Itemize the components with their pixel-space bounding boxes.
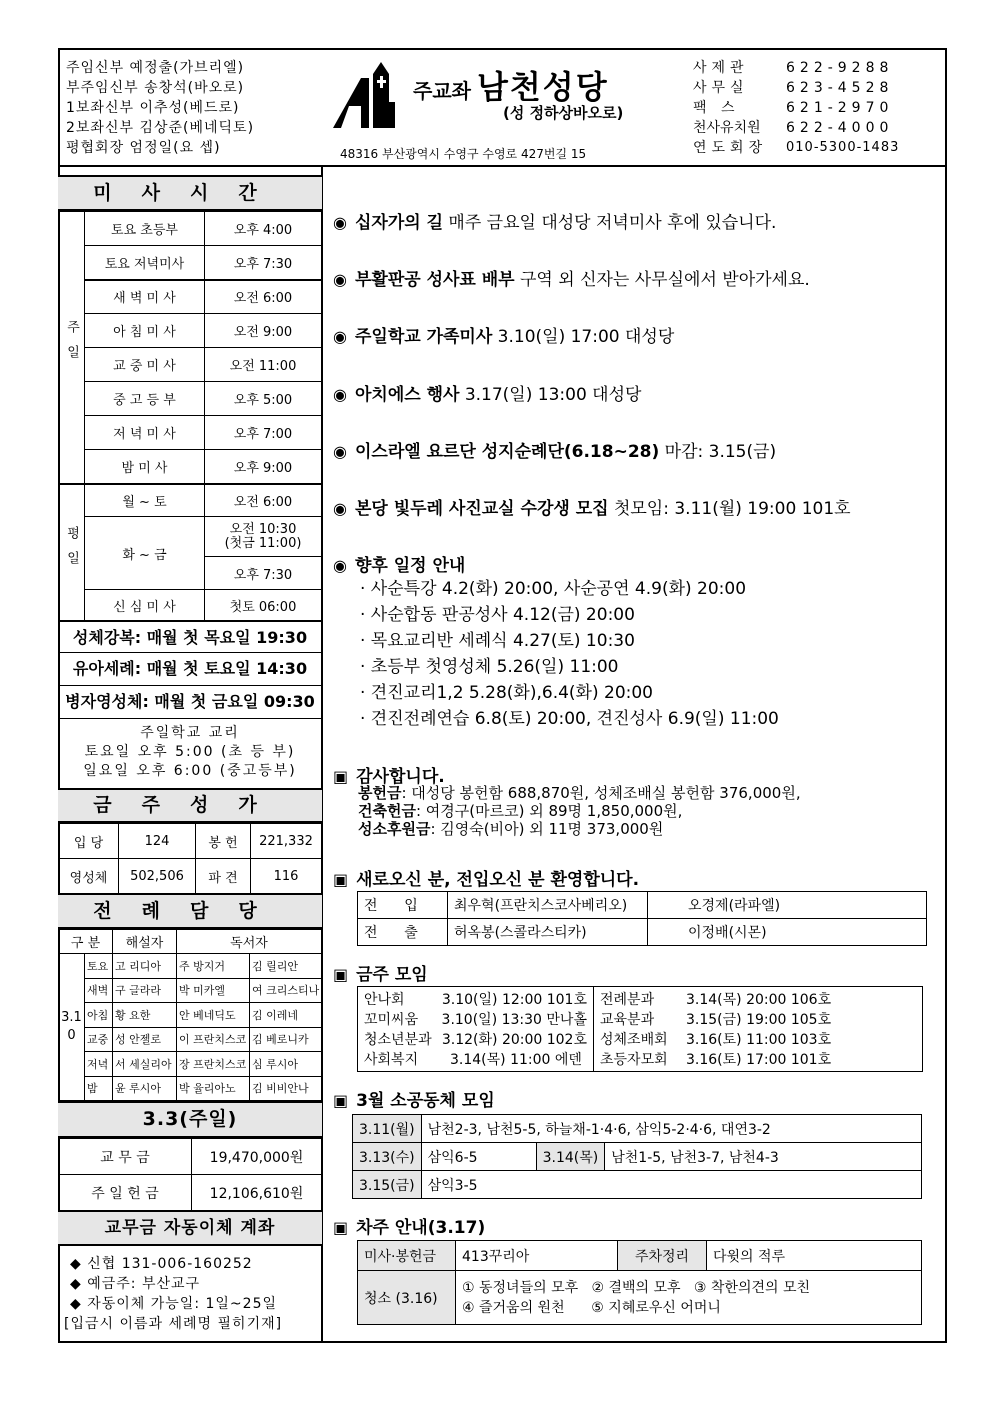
mass-time: 오전 6:00 <box>205 484 322 517</box>
mass-name: 토요 저녁미사 <box>85 246 205 280</box>
sick-communion-info: 병자영성체: 매월 첫 금요일 09:30 <box>58 686 322 719</box>
liturgy-cell: 박 미카엘 <box>177 978 250 1003</box>
mass-time: 오후 7:00 <box>205 416 322 450</box>
phone-row <box>693 98 899 118</box>
church-address: 48316 부산광역시 수영구 수영로 427번길 15 <box>340 147 587 161</box>
bullet-icon: ◉ <box>333 327 347 346</box>
liturgy-cell: 안 베네딕도 <box>177 1003 250 1028</box>
schedule-list <box>360 576 779 732</box>
hymn-label: 봉 헌 <box>196 824 251 859</box>
mass-time: 오전 10:30 (첫금 11:00) <box>205 517 322 557</box>
mass-name: 신 심 미 사 <box>85 590 205 622</box>
community-date: 3.14(목) <box>536 1143 605 1171</box>
community-groups: 삼익6-5 <box>421 1143 536 1171</box>
phone-value: 623-4528 <box>786 80 894 96</box>
liturgy-cell: 교중 <box>85 1027 113 1052</box>
staff-line: 2보좌신부 김상준(베네딕토) <box>66 120 255 136</box>
hymn-number: 221,332 <box>251 824 322 859</box>
cleaning-groups: ① 동정녀들의 모후 ② 결백의 모후 ③ 착한의견의 모친 ④ 즐거움의 원천 ⑤ 지혜로우신 어머니 <box>456 1271 922 1325</box>
mass-time: 첫토 06:00 <box>205 590 322 622</box>
liturgy-cell: 서 세실리아 <box>113 1052 177 1077</box>
phone-value: 622-9288 <box>786 60 894 76</box>
schedule-item: · 견진교리1,2 5.28(화),6.4(화) 20:00 <box>360 683 653 703</box>
phone-row <box>693 118 899 138</box>
community-groups: 삼익3-5 <box>421 1171 921 1199</box>
liturgy-cell: 장 프란치스코 <box>177 1052 250 1077</box>
schedule-item: · 목요교리반 세례식 4.27(토) 10:30 <box>360 631 635 651</box>
thanks-heading: ▣ 감사합니다. <box>333 767 445 787</box>
phone-label: 연도회장 <box>693 140 768 156</box>
meeting-item: 사회복지 3.14(목) 11:00 에덴 <box>364 1052 582 1068</box>
schedule-item: · 견진전례연습 6.8(토) 20:00, 견진성사 6.9(일) 11:00 <box>360 709 779 729</box>
liturgy-cell: 김 릴리안 <box>250 954 322 979</box>
sunday-school-line: 일요일 오후 6:00 (중고등부) <box>83 763 297 779</box>
thanks-line: 건축헌금: 여경구(마르코) 외 89명 1,850,000원, <box>358 802 683 820</box>
benediction-info: 성체강복: 매월 첫 목요일 19:30 <box>58 620 322 653</box>
welcome-name: 오경제(라파엘) <box>648 892 927 919</box>
liturgy-cell: 밤 <box>85 1076 113 1101</box>
liturgy-cell: 김 베로니카 <box>250 1027 322 1052</box>
phone-row <box>693 58 899 78</box>
liturgy-row <box>59 954 322 979</box>
community-groups: 남천2-3, 남천5-5, 하늘채-1·4·6, 삼익5-2·4·6, 대연3-2 <box>421 1115 921 1143</box>
liturgy-date: 3.10 <box>59 954 85 1101</box>
bullet-icon: ◉ <box>333 385 347 404</box>
next-week-heading: ▣ 차주 안내(3.17) <box>333 1218 486 1238</box>
liturgy-row <box>59 1076 322 1101</box>
liturgy-cell: 이 프란치스코 <box>177 1027 250 1052</box>
meeting-item: 초등자모회 3.16(토) 17:00 101호 <box>600 1052 832 1068</box>
mass-name: 저 녁 미 사 <box>85 416 205 450</box>
finance-label: 주 일 헌 금 <box>59 1175 192 1211</box>
church-logo <box>333 62 408 130</box>
mass-name: 화 ~ 금 <box>85 517 205 590</box>
liturgy-cell: 구 글라라 <box>113 978 177 1003</box>
mass-time: 오전 6:00 <box>205 280 322 314</box>
finance-value: 12,106,610원 <box>192 1175 322 1211</box>
infant-baptism-info: 유아세례: 매월 첫 토요일 14:30 <box>58 653 322 686</box>
next-week-label: 주차정리 <box>618 1241 707 1271</box>
welcome-label: 전 출 <box>358 919 448 946</box>
account-info <box>64 1254 283 1334</box>
thanks-list <box>358 784 801 838</box>
liturgy-row <box>59 1027 322 1052</box>
account-heading: 교무금 자동이체 계좌 <box>58 1210 322 1246</box>
liturgy-heading: 전례담당 <box>58 893 322 929</box>
staff-line: 평협회장 엄정일(요 셉) <box>66 140 221 156</box>
hymn-label: 파 견 <box>196 859 251 894</box>
meeting-item: 청소년분과 3.12(화) 20:00 102호 <box>364 1032 587 1048</box>
meeting-item: 전례분과 3.14(목) 20:00 106호 <box>600 992 832 1008</box>
phone-row <box>693 78 899 98</box>
next-week-table <box>357 1240 922 1325</box>
mass-name: 새 벽 미 사 <box>85 280 205 314</box>
mass-name: 월 ~ 토 <box>85 484 205 517</box>
staff-line: 주임신부 예정출(가브리엘) <box>66 60 245 76</box>
schedule-item: · 사순합동 판공성사 4.12(금) 20:00 <box>360 605 635 625</box>
bullet-icon: ◉ <box>333 442 347 461</box>
next-week-value: 다윗의 적루 <box>707 1241 922 1271</box>
bullet-icon: ◉ <box>333 213 347 232</box>
staff-line: 부주임신부 송창석(바오로) <box>66 80 245 96</box>
liturgy-table <box>58 929 322 1101</box>
thanks-line: 성소후원금: 김영숙(비아) 외 11명 373,000원 <box>358 820 664 838</box>
account-line: ◆ 예금주: 부산교구 <box>70 1276 201 1292</box>
mass-time: 오후 7:30 <box>205 557 322 590</box>
notice-item: ◉ 부활판공 성사표 배부 구역 외 신자는 사무실에서 받아가세요. <box>333 270 810 290</box>
liturgy-cell: 새벽 <box>85 978 113 1003</box>
mass-time: 오후 4:00 <box>205 212 322 246</box>
account-note: [입금시 이름과 세례명 필히기재] <box>64 1316 283 1332</box>
notice-item: ◉ 십자가의 길 매주 금요일 대성당 저녁미사 후에 있습니다. <box>333 213 777 233</box>
liturgy-cell: 아침 <box>85 1003 113 1028</box>
mass-name: 밤 미 사 <box>85 450 205 484</box>
welcome-name: 이정배(시몬) <box>648 919 927 946</box>
liturgy-cell: 저녁 <box>85 1052 113 1077</box>
liturgy-row <box>59 1003 322 1028</box>
community-date: 3.11(월) <box>353 1115 422 1143</box>
col-header: 해설자 <box>113 930 177 954</box>
phone-label: 천사유치원 <box>693 120 761 136</box>
liturgy-cell: 김 이레네 <box>250 1003 322 1028</box>
col-header: 구 분 <box>59 930 113 954</box>
mass-name: 교 중 미 사 <box>85 348 205 382</box>
liturgy-cell: 성 안젤로 <box>113 1027 177 1052</box>
meeting-item: 성체조배회 3.16(토) 11:00 103호 <box>600 1032 832 1048</box>
phone-label: 팩 스 <box>693 100 740 116</box>
finance-value: 19,470,000원 <box>192 1139 322 1175</box>
small-community-table <box>352 1114 922 1199</box>
mass-name: 아 침 미 사 <box>85 314 205 348</box>
staff-line: 1보좌신부 이추성(베드로) <box>66 100 240 116</box>
hymn-number: 116 <box>251 859 322 894</box>
phone-label: 사제관 <box>693 60 749 76</box>
sunday-school-line: 토요일 오후 5:00 (초 등 부) <box>84 744 296 760</box>
header-divider <box>58 165 947 167</box>
welcome-label: 전 입 <box>358 892 448 919</box>
meetings-heading: ▣ 금주 모임 <box>333 965 428 985</box>
weekday-label: 평일 <box>59 484 85 622</box>
liturgy-cell: 황 요한 <box>113 1003 177 1028</box>
title-main: 남천성당 <box>476 68 609 106</box>
hymn-number: 502,506 <box>119 859 196 894</box>
community-date: 3.13(수) <box>353 1143 422 1171</box>
finance-heading: 3.3(주일) <box>58 1101 322 1138</box>
schedule-item: · 초등부 첫영성체 5.26(일) 11:00 <box>360 657 619 677</box>
next-week-value: 413꾸리아 <box>456 1241 618 1271</box>
hymns-table <box>58 823 322 894</box>
mass-name: 토요 초등부 <box>85 212 205 246</box>
welcome-name: 허옥봉(스콜라스티카) <box>448 919 648 946</box>
liturgy-cell: 토요 <box>85 954 113 979</box>
liturgy-cell: 주 방지거 <box>177 954 250 979</box>
hymn-label: 영성체 <box>59 859 119 894</box>
notice-item: ◉ 아치에스 행사 3.17(일) 13:00 대성당 <box>333 385 642 405</box>
phone-value: 622-4000 <box>786 120 894 136</box>
account-line: ◆ 신협 131-006-160252 <box>70 1256 253 1272</box>
finance-label: 교 무 금 <box>59 1139 192 1175</box>
sunday-school-title: 주일학교 교리 <box>140 725 240 741</box>
notice-item: ◉ 본당 빛두레 사진교실 수강생 모집 첫모임: 3.11(월) 19:00 101호 <box>333 499 851 519</box>
mass-time: 오후 9:00 <box>205 450 322 484</box>
liturgy-cell: 윤 루시아 <box>113 1076 177 1101</box>
community-date: 3.15(금) <box>353 1171 422 1199</box>
community-groups: 남천1-5, 남천3-7, 남천4-3 <box>605 1143 922 1171</box>
title-prefix: 주교좌 <box>413 79 471 103</box>
mass-time: 오후 7:30 <box>205 246 322 280</box>
phone-value: 621-2970 <box>786 100 894 116</box>
mass-time: 오후 5:00 <box>205 382 322 416</box>
staff-list <box>66 58 254 158</box>
schedule-item: · 사순특강 4.2(화) 20:00, 사순공연 4.9(화) 20:00 <box>360 579 747 599</box>
hymn-number: 124 <box>119 824 196 859</box>
welcome-table <box>357 891 927 946</box>
mass-name: 중 고 등 부 <box>85 382 205 416</box>
thanks-line: 봉헌금: 대성당 봉헌함 688,870원, 성체조배실 봉헌함 376,000원, <box>358 784 801 802</box>
account-line: ◆ 자동이체 가능일: 1일~25일 <box>70 1296 278 1312</box>
meeting-item: 꼬미씨움 3.10(일) 13:30 만나홀 <box>364 1012 587 1028</box>
meeting-item: 교육분과 3.15(금) 19:00 105호 <box>600 1012 832 1028</box>
church-subtitle: (성 정하상바오로) <box>503 104 624 122</box>
bullet-icon: ◉ <box>333 270 347 289</box>
liturgy-row <box>59 978 322 1003</box>
phone-value: 010-5300-1483 <box>786 140 900 155</box>
welcome-name: 최우혁(프란치스코사베리오) <box>448 892 648 919</box>
meetings-table <box>357 986 923 1072</box>
notice-item: ◉ 이스라엘 요르단 성지순례단(6.18~28) 마감: 3.15(금) <box>333 442 777 462</box>
meeting-item: 안나회 3.10(일) 12:00 101호 <box>364 992 587 1008</box>
sunday-school-info <box>58 719 322 789</box>
col-header: 독서자 <box>177 930 322 954</box>
liturgy-row <box>59 1052 322 1077</box>
schedule-heading: ◉ 향후 일정 안내 <box>333 556 466 576</box>
sunday-label: 주일 <box>59 212 85 484</box>
welcome-heading: ▣ 새로오신 분, 전입오신 분 환영합니다. <box>333 870 640 890</box>
mass-time: 오전 9:00 <box>205 314 322 348</box>
mass-times-table <box>58 211 322 622</box>
liturgy-cell: 박 율리아노 <box>177 1076 250 1101</box>
notice-item: ◉ 주일학교 가족미사 3.10(일) 17:00 대성당 <box>333 327 675 347</box>
hymn-label: 입 당 <box>59 824 119 859</box>
bullet-icon: ◉ <box>333 499 347 518</box>
mass-times-heading: 미사시간 <box>58 175 322 211</box>
finance-table <box>58 1138 322 1211</box>
mass-time: 오전 11:00 <box>205 348 322 382</box>
liturgy-cell: 고 리디아 <box>113 954 177 979</box>
small-community-heading: ▣ 3월 소공동체 모임 <box>333 1091 495 1111</box>
phone-label: 사무실 <box>693 80 749 96</box>
phone-list <box>693 58 899 158</box>
next-week-label: 미사·봉헌금 <box>358 1241 456 1271</box>
liturgy-cell: 김 비비안나 <box>250 1076 322 1101</box>
phone-row <box>693 138 899 158</box>
hymns-heading: 금주성가 <box>58 788 322 823</box>
liturgy-cell: 심 루시아 <box>250 1052 322 1077</box>
next-week-label: 청소 (3.16) <box>358 1271 456 1325</box>
liturgy-cell: 여 크리스티나 <box>250 978 322 1003</box>
